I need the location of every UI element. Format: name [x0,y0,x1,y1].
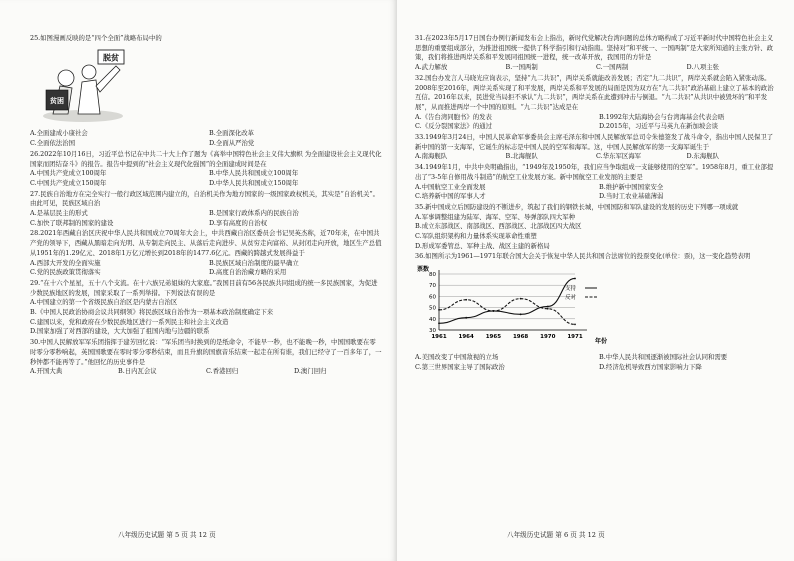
chart-legend-label: 支持 [565,286,577,293]
poverty-cartoon-image [38,46,128,124]
option-c[interactable]: C.第三世界国家主导了国际政治 [415,362,505,371]
page-footer: 八年级历史试题 第 5 页 共 12 页 [118,531,216,539]
chart-y-tick-label: 30 [429,328,436,335]
option-c[interactable]: C.一国两制 [596,63,629,72]
chart-x-tick-label: 1971 [567,334,583,341]
question-stem: 29.“在十六个星星，五十八个支流。在十六族兄弟姐妹的大家庭。”我国目前有56各民族共同组成的统一多民族国家，为促进少数民族地区的发展，国家采取了一系列举措。下列说法有误的是 [30,278,378,297]
option-c[interactable]: C.华东军区海军 [596,152,642,161]
option-b[interactable]: B.中华人民共和国逐渐被国际社会认同和需要 [599,352,728,361]
option-c[interactable]: C.中国共产党成立150周年 [30,178,107,187]
question-stem: 33.1949年3月24日，中国人民革命军事委员会主席毛泽东和中国人民解放军总司令朱德签发了战斗命令，指出中国人民保卫了新中国的第一支海军，它诞生的标志是中国人民的空军和海军。这，中国人民解放军的第一支海军诞生于 [415,133,774,151]
chart-x-tick-label: 1968 [512,334,529,341]
option-d[interactable]: D.经济危机导致西方国家影响力下降 [599,362,702,371]
question-options [30,367,382,377]
page-footer: 八年级历史试题 第 6 页 共 12 页 [507,531,605,539]
question-options [415,183,777,202]
option-d[interactable]: D.中华人民共和国成立150周年 [209,178,299,187]
chart-y-tick-label: 80 [429,272,436,279]
question-35 [415,203,777,252]
option-c[interactable]: C.党的民族政策贯彻落实 [30,268,101,277]
chart-point [465,317,467,319]
chart-y-tick-label: 40 [429,316,436,323]
option-a[interactable]: A.军事调整组建为陆军、海军、空军、导弹部队四大军种 [415,212,576,221]
option-c[interactable]: C.军队组织架构和力量体系实现革命性重塑 [415,232,537,241]
question-options [415,63,777,73]
page-6-content [415,34,777,373]
option-b[interactable]: B.全面深化改革 [209,129,255,138]
question-27 [30,190,382,229]
chart-point [493,310,495,312]
question-options [30,298,382,337]
option-a[interactable]: A.开国大典 [30,367,63,376]
option-a[interactable]: A.南海舰队 [415,152,448,161]
cartoon-label-poverty: 贫困 [50,95,64,105]
chart-xlabel: 年份 [595,338,608,346]
chart-point [438,309,440,311]
option-a[interactable]: A.西部大开发的全面实施 [30,258,101,267]
option-c[interactable]: C.培养新中国的军事人才 [415,192,486,201]
question-options [415,353,777,372]
option-a[interactable]: A.武力解放 [415,63,448,72]
question-options [30,259,382,278]
option-b[interactable]: B.中华人民共和国成立100周年 [209,169,299,178]
question-28 [30,229,382,278]
option-d[interactable]: D.2015年，习近平与马英九在新加坡会谈 [599,122,719,131]
page-5-content [30,34,382,378]
question-26 [30,150,382,189]
chart-point [520,314,522,316]
cartoon-label-remove: 脱贫 [103,52,119,63]
chart-point [438,323,440,325]
option-d[interactable]: D.八项主张 [686,63,719,72]
question-stem: 27.民族自治地方在完全实行一般行政区域范围内建立的，自治机关作为地方国家的一级国家政权机关，其实是“自治机关”。由此可见，民族区域自治 [30,189,380,208]
option-d[interactable]: D.形成军委管总、军种主战、战区主建的新格局 [415,241,550,250]
option-c[interactable]: C.《反分裂国家法》的通过 [415,122,492,131]
option-b[interactable]: B.成立东部战区、南部战区、西部战区、北部战区四大战区 [415,222,582,231]
question-options [415,152,777,162]
chart-legend-label: 反对 [565,295,577,302]
option-a[interactable]: A.中国共产党成立100周年 [30,169,107,178]
chart-point [465,299,467,301]
option-b[interactable]: B.日内瓦会议 [118,367,157,376]
option-b[interactable]: B.一国两制 [505,63,538,72]
chart-point [574,278,576,280]
option-d[interactable]: D.东海舰队 [686,152,719,161]
question-33 [415,133,777,162]
option-b[interactable]: B.《中国人民政治协商会议共同纲领》将民族区域自治作为一项基本政治制度确定下来 [30,308,274,317]
question-stem: 36.如图所示为1961—1971年联合国大会关于恢复中华人民共和国合法席位的投票变化(单位：票)，这一变化趋势表明 [415,252,751,261]
option-a[interactable]: A.美国改变了中国敌视的立场 [415,352,499,361]
option-c[interactable]: C.加快了联邦制的国家的建设 [30,218,114,227]
option-c[interactable]: C.香港回归 [206,367,239,376]
chart-x-tick-label: 1964 [458,334,474,341]
question-stem: 34.1949年1月，中共中央明确指出，“1949年及1950年，我们应当争取组成一支能够使用的空军”。1958年8月，重工业部提出了“3-5年自修用战斗制造”的航空工业发展方案。新中国航空工业发展的主要是 [415,163,774,181]
question-options [30,209,382,228]
option-d[interactable]: D.国家加强了对西部的建设，大大加强了祖国内地与边疆的联系 [30,327,210,336]
option-a[interactable]: A.中国航空工业全面发展 [415,182,486,191]
chart-x-tick-label: 1970 [540,334,556,341]
option-a[interactable]: A.中国建立的第一个省级民族自治区是内蒙古自治区 [30,298,178,307]
question-30 [30,338,382,377]
chart-point [574,324,576,326]
option-c[interactable]: C.建国以来，党和政府在少数民族地区进行一系列民主和社会主义改造 [30,317,229,326]
chart-point [547,308,549,310]
option-d[interactable]: D.当时工农业基础薄弱 [599,192,664,201]
question-stem: 25.如图漫画反映的是“四个全面”战略布局中的 [30,34,162,42]
question-options [415,113,777,132]
option-a[interactable]: A.全面建成小康社会 [30,129,88,138]
option-c[interactable]: C.全面依法治国 [30,139,76,148]
chart-point [547,306,549,308]
chart-ylabel: 票数 [417,266,430,274]
option-d[interactable]: D.全面从严治党 [209,139,255,148]
page-6 [397,0,794,561]
option-a[interactable]: A.是基层民主的形式 [30,209,88,218]
question-stem: 28.2021年西藏自治区庆祝中华人民共和国成立70周年大会上，中共西藏自治区委员会书记吴英杰称，近70年来，在中国共产党的领导下，西藏从黑暗走向光明、从专制走向民主、从落后走向进步、从贫穷走向富裕、从封闭走向开放，地区生产总值从1951年的1.29亿元、2018年1万亿元增长到2018年的1477.6亿元。西藏的跨越式发展得益于 [30,229,382,257]
question-options [415,213,777,252]
question-32 [415,74,777,132]
question-36 [415,252,777,372]
option-b[interactable]: B.1992年大陆海协会与台湾海基会代表会晤 [599,112,725,121]
chart-y-tick-label: 50 [429,305,436,312]
chart-series-line-1 [439,299,575,325]
question-34 [415,163,777,202]
question-stem: 31.在2023年5月17日国台办例行新闻发布会上指出，新时代党解决台湾问题的总体方略构成了习近平新时代中国特色社会主义思想的重要组成部分，为推进祖国统一提供了科学指引和行动指南。坚持对“和平统一、一国两制”是大家所知道的主张方针、政策，我们将推进两岸关系和平发展同祖国统一进程，统一改革开放，我国用的方针是 [415,34,774,62]
vote-line-chart [415,264,615,346]
option-d[interactable]: D.澳门回归 [294,367,327,376]
question-options [30,169,382,188]
question-stem: 35.新中国成立后国防建设的不断进步，筑起了我们的钢铁长城，中国国防和军队建设的发展的历史下列哪一项成就 [415,202,739,211]
chart-y-tick-label: 60 [429,294,436,301]
question-stem: 32.国台办发言人马晓光应询表示，坚持“九二共识”，两岸关系就能改善发展；否定“九二共识”，两岸关系就会陷入紧张动荡。2008年至2016年，两岸关系实现了和平发展，两岸关系和平发展的局面是因为双方在“九二共识”政治基础上建立了基本的政治互信。2016年以来，民进党当局拒不承认“九二共识”，两岸关系在此遭到冲击与倒退。“九二共识”从共识中被毁坏的“和平发展”，从而推进两岸一个中国的原则。“九二共识”达成是在 [415,73,774,111]
option-d[interactable]: D.享有高度的自治权 [209,218,268,227]
question-options [30,129,382,148]
option-b[interactable]: B.是国家行政体系内的民族自治 [209,209,299,218]
question-stem: 26.2022年10月16日，习近平总书记在中共二十大上作了题为《高举中国特色社会主义伟大旗帜 为全面建设社会主义现代化国家而团结奋斗》的报告。报告中提到的“社会主义现代化强国”的全面建成时间是在 [30,149,382,168]
question-25 [30,34,382,149]
chart-x-tick-label: 1961 [431,334,447,341]
question-29 [30,279,382,337]
question-stem: 30.中国人民解放军军乐团指挥于建芳回忆说：“军乐团当时换到的是纸命令，不能早一秒，也不能晚一秒，中国国歌要在零时零分零秒响起，英国国歌要在零时零分零秒结束，而且升旗的国旗音乐结束一起走在所有谁，我们已经守了一百多年了，一秒钟都不能再等了。”他回忆的历史事件是 [30,338,382,366]
chart-point [520,298,522,300]
chart-x-tick-label: 1965 [485,334,502,341]
question-31 [415,34,777,73]
option-b[interactable]: B.北海舰队 [505,152,538,161]
chart-y-tick-label: 70 [429,283,436,290]
option-b[interactable]: B.维护新中国国家安全 [599,182,664,191]
option-b[interactable]: B.民族区域自治制度的最早确立 [209,258,299,267]
option-a[interactable]: A.《告台湾同胞书》的发表 [415,112,492,121]
vote-chart-container [415,264,777,350]
option-d[interactable]: D.高度自治治藏方略的采用 [209,268,287,277]
